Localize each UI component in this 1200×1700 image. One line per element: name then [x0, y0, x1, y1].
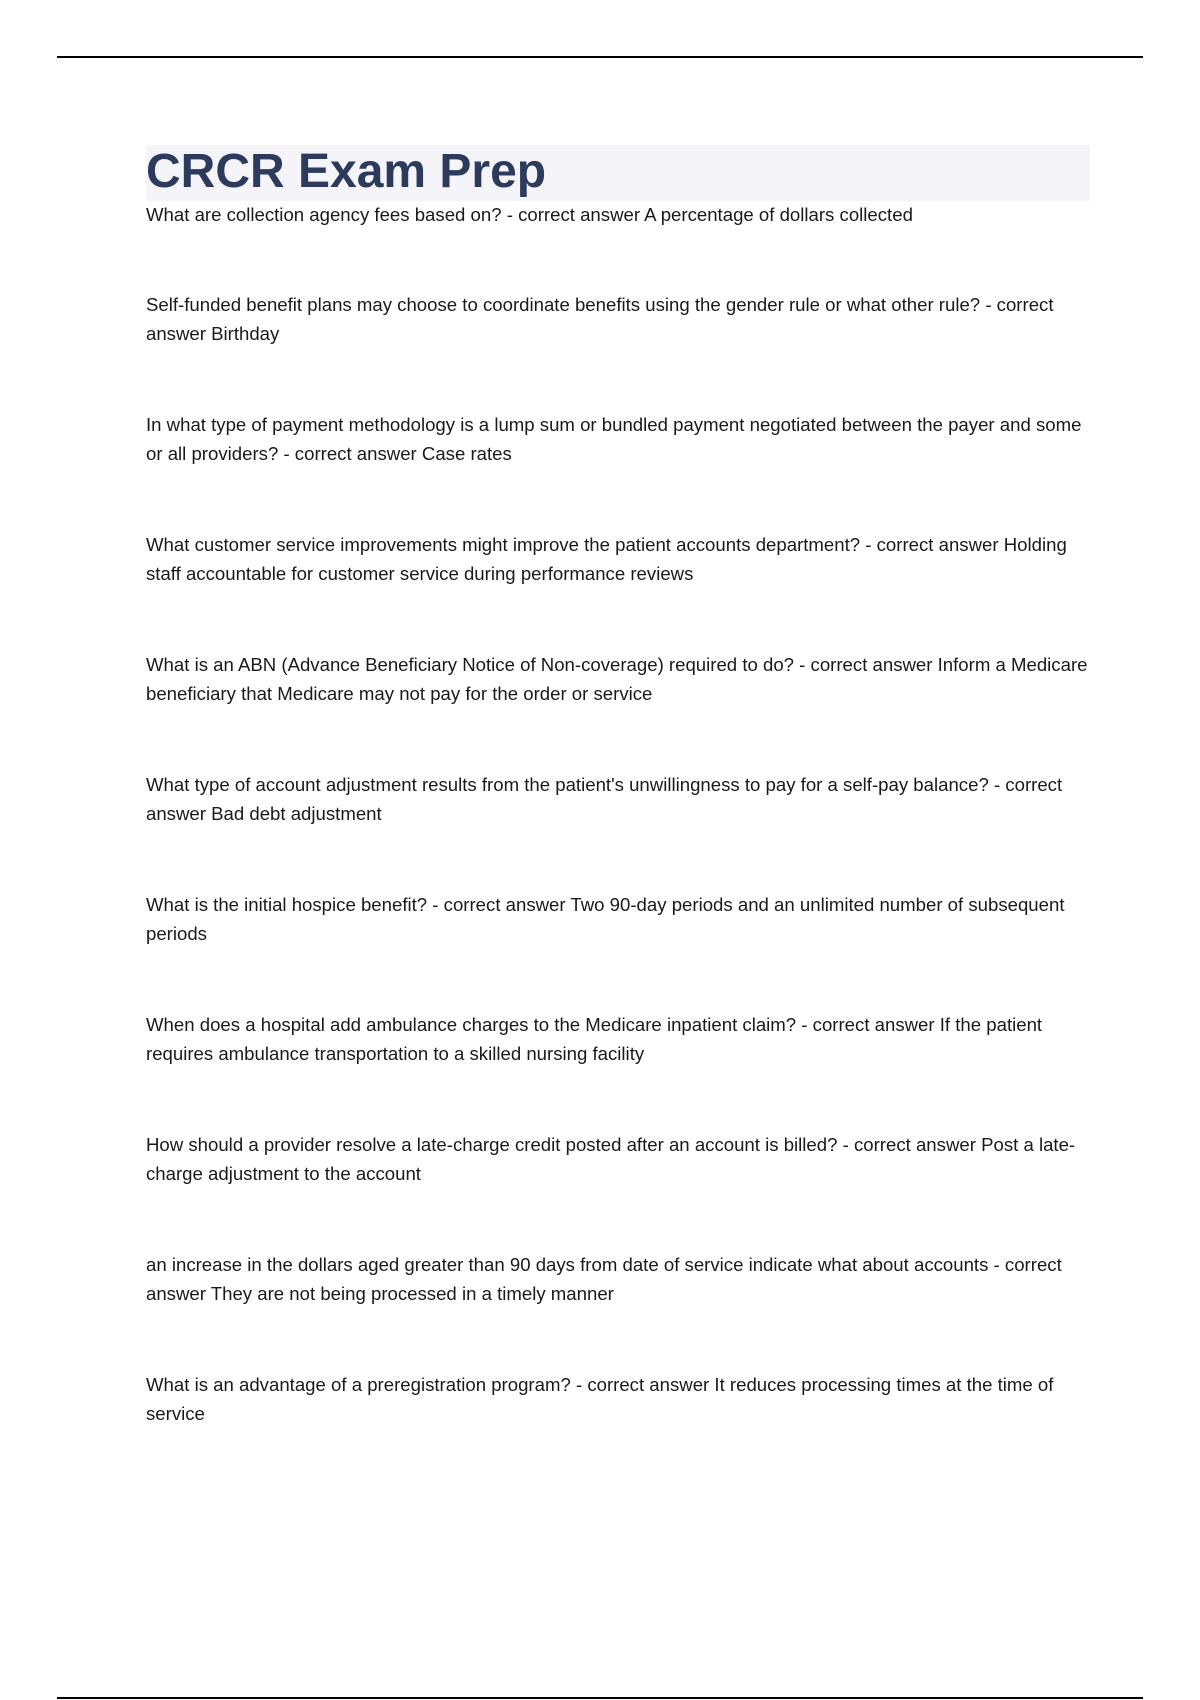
qa-item: What customer service improvements might improve the patient accounts department? - correct answer Holding staff accountable for customer service during performance reviews	[146, 534, 1067, 584]
qa-item: When does a hospital add ambulance charges to the Medicare inpatient claim? - correct answer If the patient requires ambulance transportation to a skilled nursing facility	[146, 1014, 1043, 1064]
qa-item: What is an advantage of a preregistration program? - correct answer It reduces processing times at the time of service	[146, 1374, 1054, 1424]
page-title: CRCR Exam Prep	[146, 145, 547, 198]
top-rule	[57, 56, 1143, 58]
qa-item: How should a provider resolve a late-charge credit posted after an account is billed? - correct answer Post a late-charge adjustment to the account	[146, 1134, 1076, 1184]
qa-item: Self-funded benefit plans may choose to coordinate benefits using the gender rule or what other rule? - correct answer Birthday	[146, 294, 1054, 344]
qa-item: What type of account adjustment results from the patient's unwillingness to pay for a self-pay balance? - correct answer Bad debt adjustment	[146, 774, 1063, 824]
qa-item: What are collection agency fees based on? - correct answer A percentage of dollars collected	[146, 204, 913, 225]
bottom-rule	[57, 1697, 1143, 1699]
qa-item: an increase in the dollars aged greater than 90 days from date of service indicate what about accounts - correct answer They are not being processed in a timely manner	[146, 1254, 1062, 1304]
qa-item: What is the initial hospice benefit? - correct answer Two 90-day periods and an unlimited number of subsequent periods	[146, 894, 1065, 944]
qa-item: In what type of payment methodology is a lump sum or bundled payment negotiated between the payer and some or all providers? - correct answer Case rates	[146, 414, 1082, 464]
qa-item: What is an ABN (Advance Beneficiary Notice of Non-coverage) required to do? - correct answer Inform a Medicare beneficiary that Medicare may not pay for the order or service	[146, 654, 1088, 704]
